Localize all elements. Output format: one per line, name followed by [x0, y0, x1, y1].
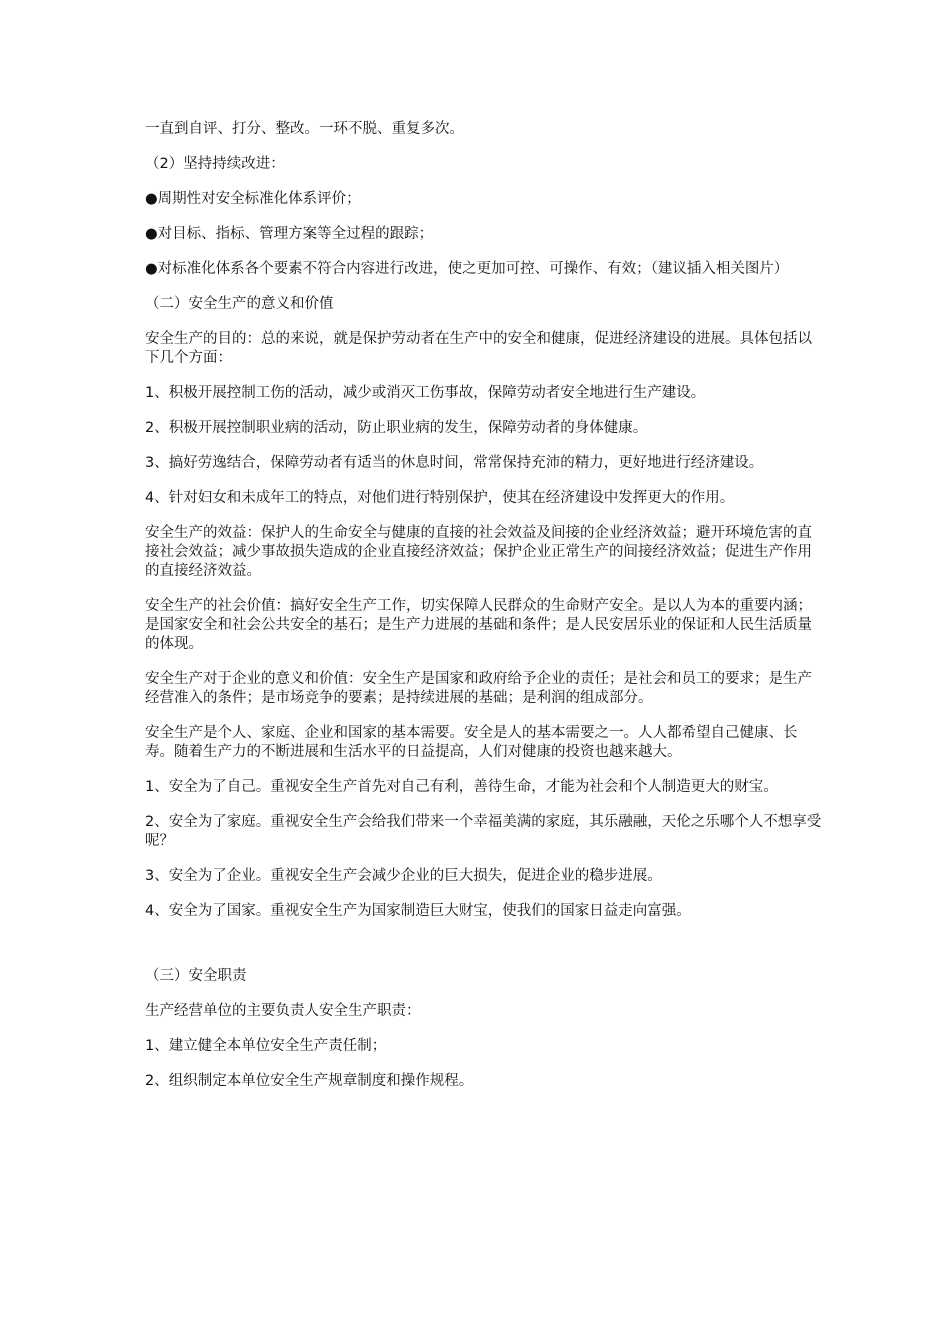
list-item: 2、安全为了家庭。重视安全生产会给我们带来一个幸福美满的家庭，其乐融融，天伦之乐哪个人不想享受呢？	[145, 814, 822, 849]
list-item: 4、针对妇女和未成年工的特点，对他们进行特别保护，使其在经济建设中发挥更大的作用。	[145, 490, 735, 506]
bullet-item: ●周期性对安全标准化体系评价；	[145, 191, 361, 207]
list-item: 3、安全为了企业。重视安全生产会减少企业的巨大损失，促进企业的稳步进展。	[145, 868, 662, 884]
section-heading: （二）安全生产的意义和价值	[145, 296, 334, 312]
section-spacer	[145, 937, 825, 967]
paragraph: 安全生产的社会价值：搞好安全生产工作，切实保障人民群众的生命财产安全。是以人为本的重要内涵；是国家安全和社会公共安全的基石；是生产力进展的基础和条件；是人民安居乐业的保证和人民生活质量的体现。	[145, 598, 812, 652]
subheading: （2）坚持持续改进：	[145, 156, 285, 172]
list-item: 2、组织制定本单位安全生产规章制度和操作规程。	[145, 1073, 474, 1089]
list-item: 1、积极开展控制工伤的活动，减少或消灭工伤事故，保障劳动者安全地进行生产建设。	[145, 385, 706, 401]
document-page	[145, 120, 825, 1107]
paragraph: 安全生产是个人、家庭、企业和国家的基本需要。安全是人的基本需要之一。人人都希望自己健康、长寿。随着生产力的不断进展和生活水平的日益提高，人们对健康的投资也越来越大。	[145, 725, 798, 760]
paragraph: 一直到自评、打分、整改。一环不脱、重复多次。	[145, 121, 464, 137]
list-item: 1、安全为了自己。重视安全生产首先对自己有利，善待生命，才能为社会和个人制造更大的财宝。	[145, 779, 778, 795]
list-item: 2、积极开展控制职业病的活动，防止职业病的发生，保障劳动者的身体健康。	[145, 420, 648, 436]
bullet-item: ●对目标、指标、管理方案等全过程的跟踪；	[145, 226, 434, 242]
paragraph: 生产经营单位的主要负责人安全生产职责：	[145, 1003, 421, 1019]
paragraph: 安全生产对于企业的意义和价值：安全生产是国家和政府给予企业的责任；是社会和员工的要求；是生产经营准入的条件；是市场竞争的要素；是持续进展的基础；是利润的组成部分。	[145, 671, 812, 706]
paragraph: 安全生产的效益：保护人的生命安全与健康的直接的社会效益及间接的企业经济效益；避开环境危害的直接社会效益；减少事故损失造成的企业直接经济效益；保护企业正常生产的间接经济效益；促进生产作用的直接经济效益。	[145, 525, 812, 579]
list-item: 3、搞好劳逸结合，保障劳动者有适当的休息时间，常常保持充沛的精力，更好地进行经济建设。	[145, 455, 764, 471]
bullet-item: ●对标准化体系各个要素不符合内容进行改进，使之更加可控、可操作、有效；（建议插入相关图片）	[145, 261, 789, 277]
list-item: 4、安全为了国家。重视安全生产为国家制造巨大财宝，使我们的国家日益走向富强。	[145, 903, 691, 919]
list-item: 1、建立健全本单位安全生产责任制；	[145, 1038, 387, 1054]
section-heading: （三）安全职责	[145, 968, 247, 984]
paragraph: 安全生产的目的：总的来说，就是保护劳动者在生产中的安全和健康，促进经济建设的进展。具体包括以下几个方面：	[145, 331, 812, 366]
